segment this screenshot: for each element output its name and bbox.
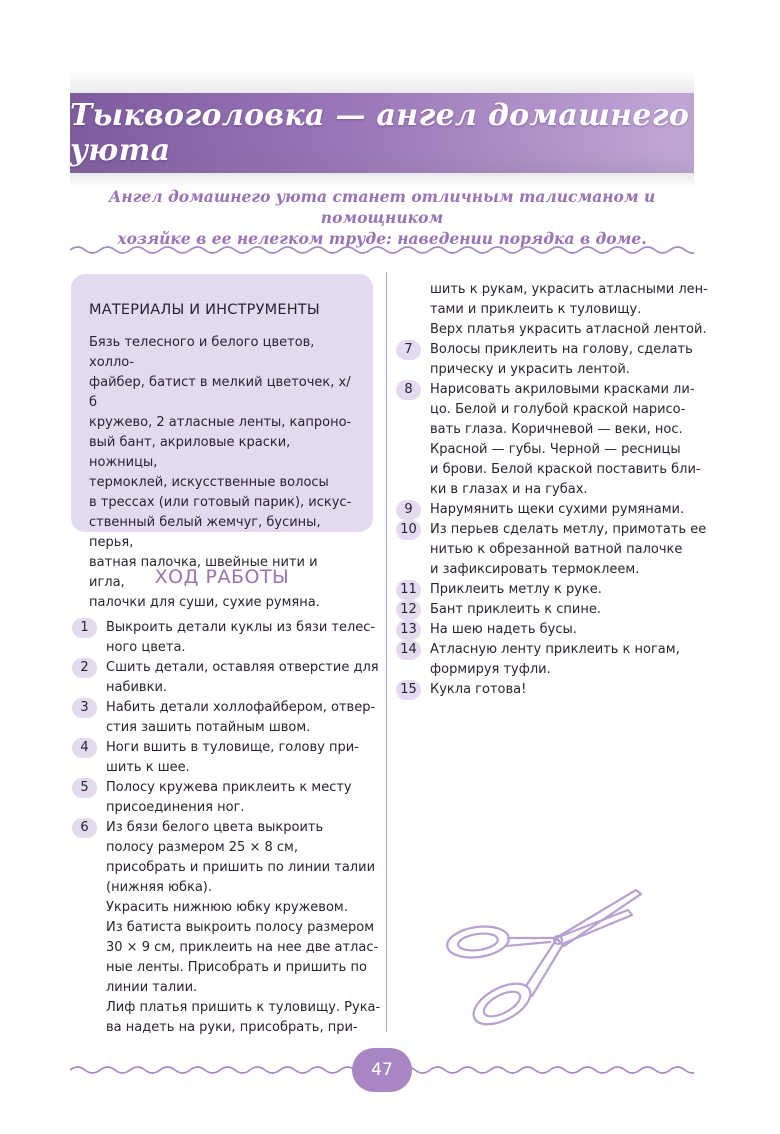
step-text-line: Приклеить метлу к руке. (430, 582, 602, 597)
step-number-badge: 4 (72, 738, 97, 758)
step-text-line: шить к рукам, украсить атласными лен- (430, 282, 708, 297)
step-text-line: присоединения ног. (106, 800, 245, 815)
materials-line: ватная палочка, швейные нити и игла, (89, 555, 318, 590)
step-text-line: ва надеть на руки, присобрать, при- (106, 1020, 358, 1035)
step-text-line: На шею надеть бусы. (430, 622, 577, 637)
scissors-icon (438, 880, 644, 1030)
step-text-line: присобрать и пришить по линии талии (106, 860, 376, 875)
materials-line: палочки для суши, сухие румяна. (89, 595, 320, 610)
step-item (72, 618, 376, 658)
step-text-line: ные ленты. Присобрать и пришить по (106, 960, 367, 975)
step-text-line: набивки. (106, 680, 168, 695)
step-continuation (396, 280, 708, 340)
step-text-line: Кукла готова! (430, 682, 527, 697)
step-text-line: Атласную ленту приклеить к ногам, (430, 642, 680, 657)
step-number-badge: 14 (396, 640, 421, 660)
step-number-badge: 2 (72, 658, 97, 678)
step-text-line: шить к шее. (106, 760, 190, 775)
step-item (72, 738, 372, 778)
materials-line: термоклей, искусственные волосы (89, 475, 329, 490)
step-item (396, 620, 696, 640)
step-text-line: Лиф платья пришить к туловищу. Рука- (106, 1000, 381, 1015)
step-item (72, 818, 381, 1038)
step-text-line: 30 × 9 см, приклеить на нее две атлас- (106, 940, 379, 955)
step-text-line: Бант приклеить к спине. (430, 602, 601, 617)
step-text-line: Ноги вшить в туловище, голову при- (106, 740, 359, 755)
step-text-line: вать глаза. Коричневой — веки, нос. (430, 422, 683, 437)
step-number-badge: 7 (396, 340, 421, 360)
step-text-line: цо. Белой и голубой краской нарисо- (430, 402, 686, 417)
step-item (396, 600, 696, 620)
step-text-line: (нижняя юбка). (106, 880, 212, 895)
step-text-line: тами и приклеить к туловищу. (430, 302, 642, 317)
column-divider (386, 272, 387, 1032)
step-text-line: Нарисовать акриловыми красками ли- (430, 382, 695, 397)
step-item (396, 640, 696, 680)
step-number-badge: 13 (396, 620, 421, 640)
steps-list-right (396, 280, 708, 700)
step-text-line: Набить детали холлофайбером, отвер- (106, 700, 376, 715)
progress-heading: ХОД РАБОТЫ (154, 566, 290, 588)
step-item (396, 680, 696, 700)
materials-line: вый бант, акриловые краски, ножницы, (89, 435, 291, 470)
step-number-badge: 15 (396, 680, 421, 700)
step-text-line: линии талии. (106, 980, 198, 995)
subtitle (78, 186, 686, 249)
step-item (396, 340, 696, 380)
step-number-badge: 10 (396, 520, 421, 540)
step-text-line: Украсить нижнюю юбку кружевом. (106, 900, 348, 915)
step-text-line: Из перьев сделать метлу, примотать ее (430, 522, 707, 537)
step-text-line: Из батиста выкроить полосу размером (106, 920, 375, 935)
steps-list-left (72, 618, 381, 1038)
step-number-badge: 6 (72, 818, 97, 838)
step-number-badge: 12 (396, 600, 421, 620)
step-text-line: нитью к обрезанной ватной палочке (430, 542, 683, 557)
materials-line: Бязь телесного и белого цветов, холло- (89, 335, 315, 370)
materials-heading: МАТЕРИАЛЫ И ИНСТРУМЕНТЫ (89, 302, 320, 318)
subtitle-line: хозяйке в ее нелегком труде: наведении порядка в доме. (117, 229, 647, 248)
step-text-line: Красной — губы. Черной — ресницы (430, 442, 681, 457)
step-number-badge: 5 (72, 778, 97, 798)
subtitle-line: Ангел домашнего уюта станет отличным талисманом и помощником (108, 187, 656, 227)
step-text-line: полосу размером 25 × 8 см, (106, 840, 298, 855)
step-item (72, 778, 372, 818)
step-number-badge: 8 (396, 380, 421, 400)
step-text-line: формируя туфли. (430, 662, 551, 677)
step-item (396, 520, 707, 580)
wavy-divider-top (70, 244, 694, 256)
step-number-badge: 9 (396, 500, 421, 520)
step-text-line: прическу и украсить лентой. (430, 362, 630, 377)
banner-bottom-shadow (70, 173, 694, 187)
page-number: 47 (352, 1048, 412, 1092)
step-text-line: и зафиксировать термоклеем. (430, 562, 640, 577)
step-text-line: Сшить детали, оставляя отверстие для (106, 660, 379, 675)
step-text-line: ного цвета. (106, 640, 186, 655)
materials-line: в трессах (или готовый парик), искус- (89, 495, 352, 510)
step-number-badge: 3 (72, 698, 97, 718)
step-item (396, 500, 696, 520)
step-text-line: Нарумянить щеки сухими румянами. (430, 502, 685, 517)
step-item (72, 698, 376, 738)
step-number-badge: 11 (396, 580, 421, 600)
step-number-badge: 1 (72, 618, 97, 638)
materials-line: ственный белый жемчуг, бусины, перья, (89, 515, 321, 550)
step-text-line: ки в глазах и на губах. (430, 482, 588, 497)
step-text-line: Из бязи белого цвета выкроить (106, 820, 324, 835)
step-text-line: Полосу кружева приклеить к месту (106, 780, 352, 795)
step-text-line: Верх платья украсить атласной лентой. (430, 322, 707, 337)
step-text-line: Выкроить детали куклы из бязи телес- (106, 620, 376, 635)
step-text-line: Волосы приклеить на голову, сделать (430, 342, 693, 357)
step-item (396, 580, 696, 600)
page-title: Тыквоголовка — ангел домашнего уюта (70, 98, 690, 168)
step-text-line: и брови. Белой краской поставить бли- (430, 462, 701, 477)
step-item (72, 658, 379, 698)
materials-line: кружево, 2 атласные ленты, капроно- (89, 415, 352, 430)
materials-line: файбер, батист в мелкий цветочек, х/б (89, 375, 351, 410)
step-text-line: стия зашить потайным швом. (106, 720, 311, 735)
step-item (396, 380, 701, 500)
